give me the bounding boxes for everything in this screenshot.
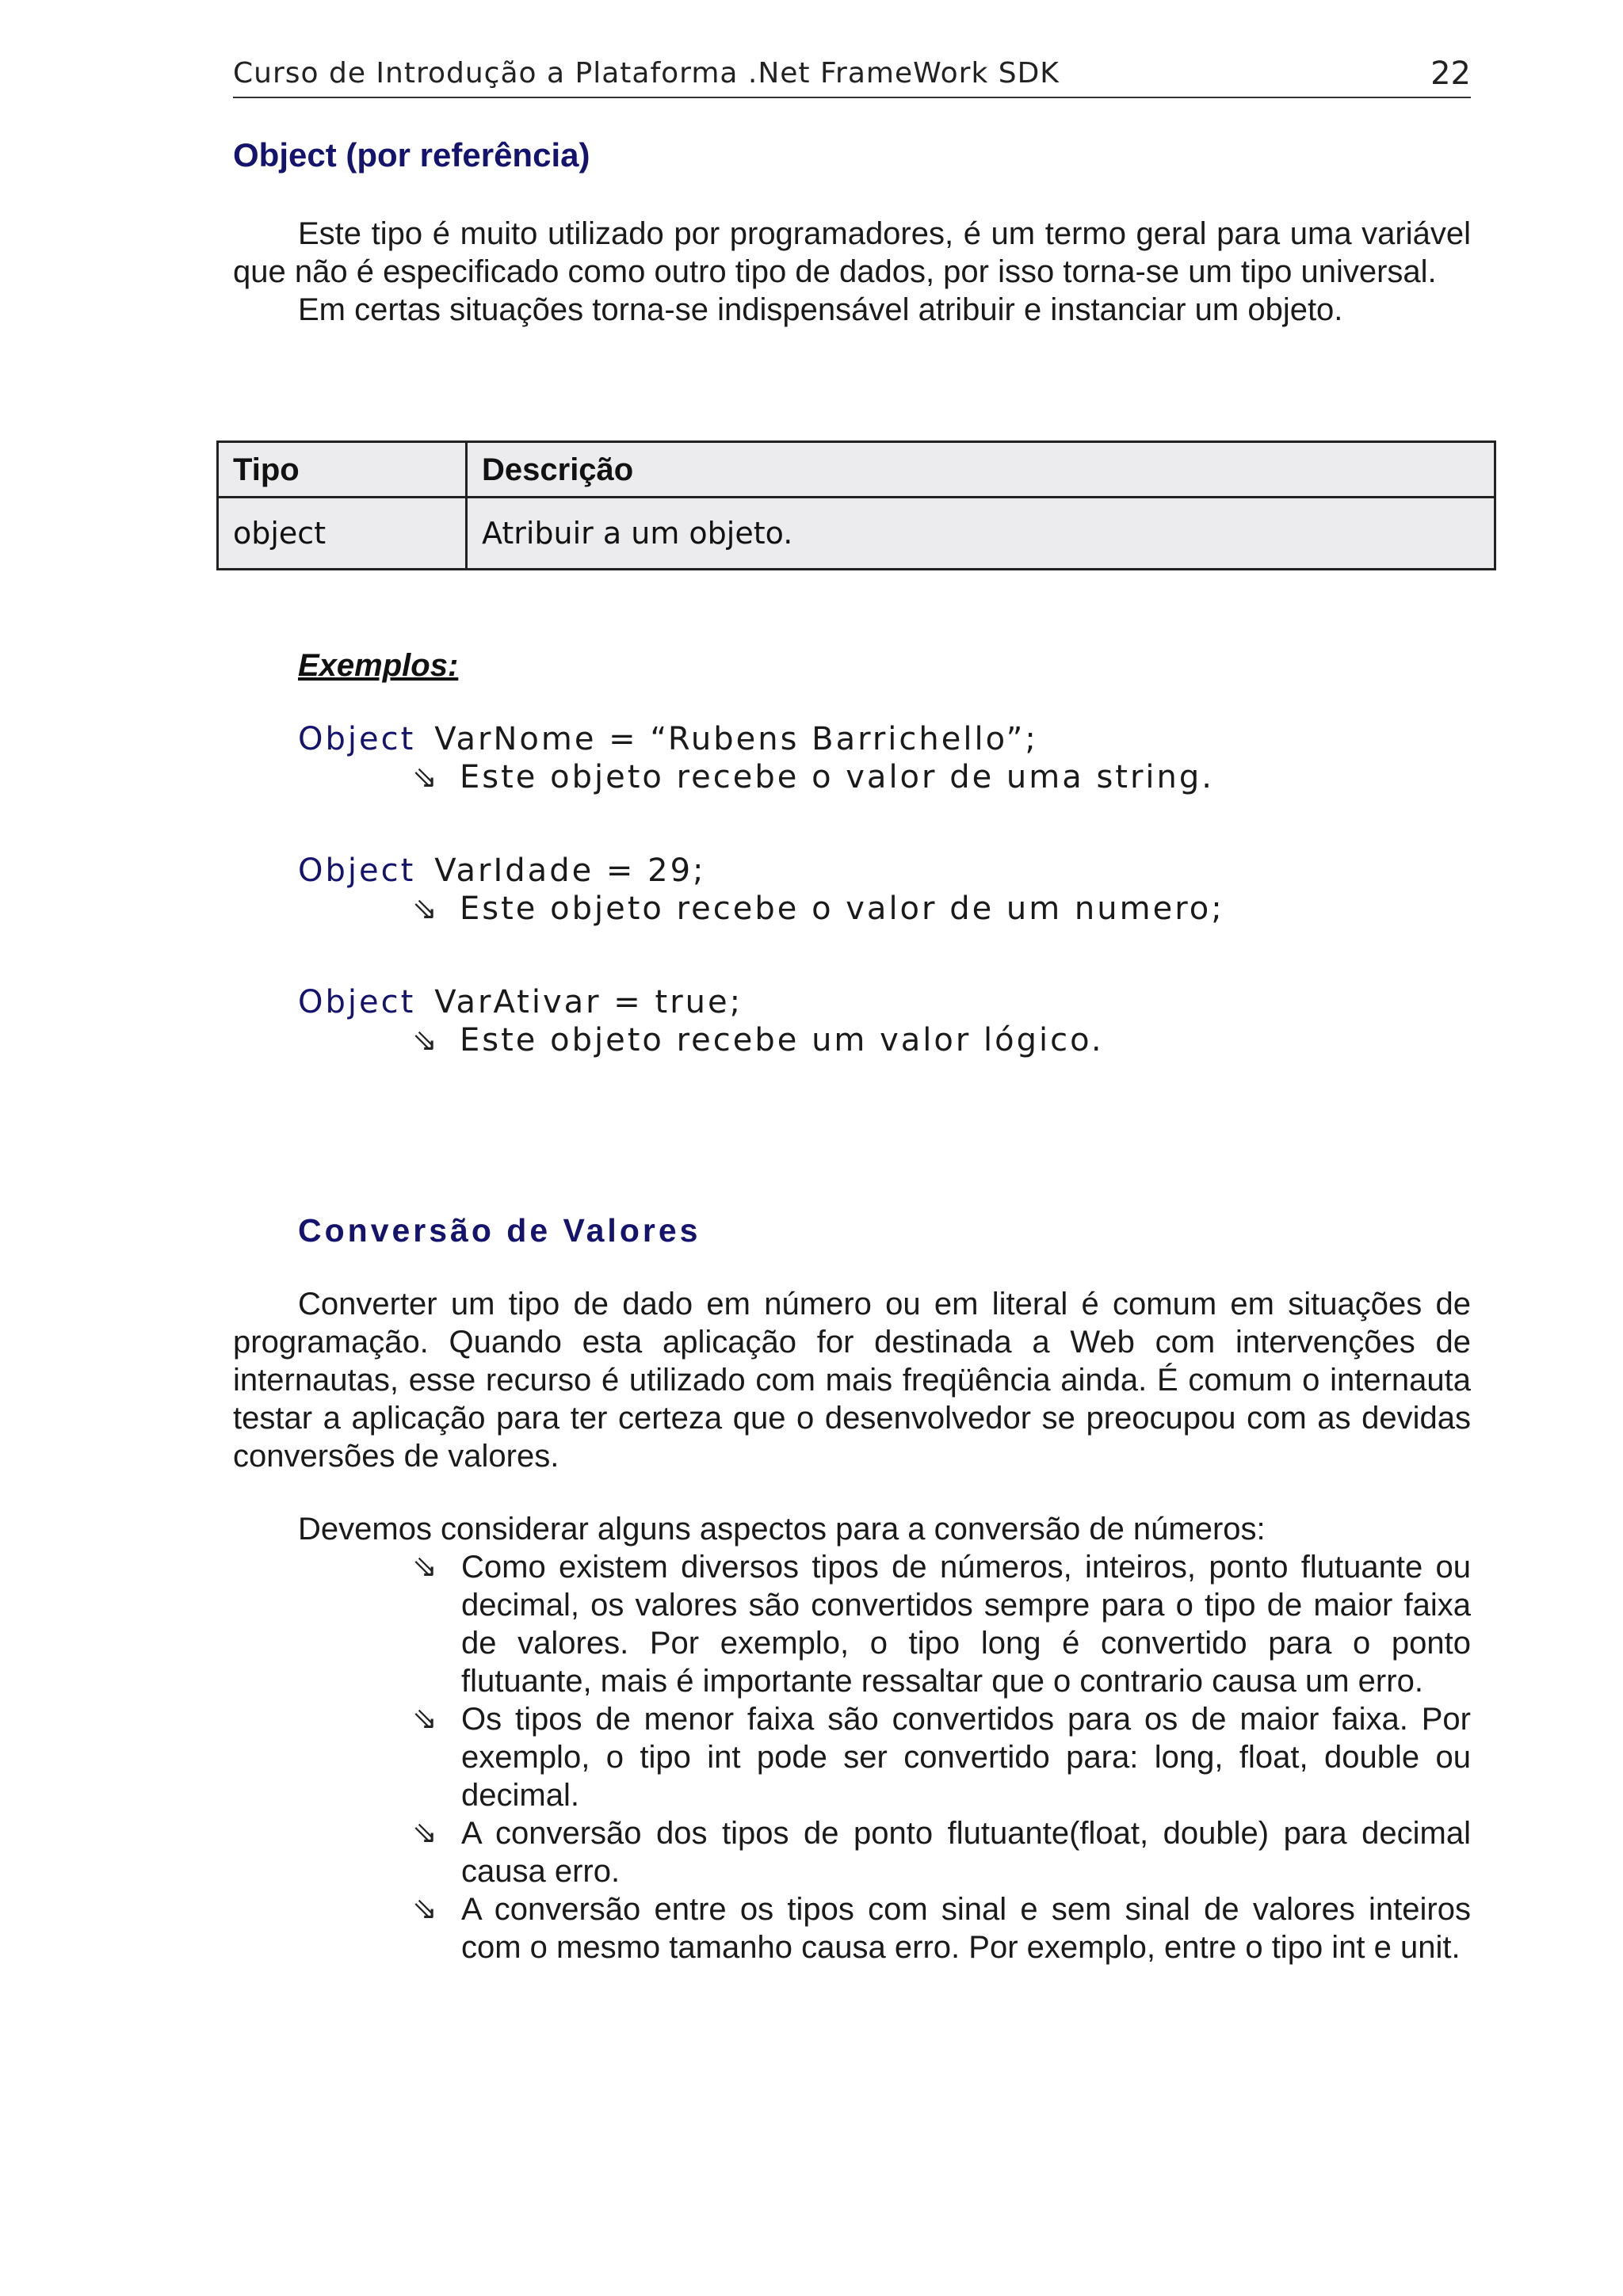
conversion-bullet-list: [412, 1548, 1471, 1966]
type-table: [216, 441, 1496, 570]
example-note-text: Este objeto recebe um valor lógico.: [460, 1022, 1104, 1058]
example-code-line: [298, 852, 706, 889]
hollow-arrow-icon: ⇘: [412, 891, 437, 926]
table-header-tipo: Tipo: [233, 452, 300, 487]
example-note: [412, 891, 1224, 927]
list-item-text: Como existem diversos tipos de números, inteiros, ponto flutuante ou decimal, os valores são convertidos sempre para o tipo de maior faixa de valores. Por exemplo, o tipo long é convertido para o ponto flutuante, mais é importante ressaltar que o contrario causa um erro.: [461, 1550, 1471, 1699]
table-header-descricao: Descrição: [482, 452, 634, 487]
conversion-paragraph-1: Converter um tipo de dado em número ou em literal é comum em situações de programação. Quando esta aplicação for destinada a Web com intervenções de internautas, esse recurso é utilizado com mais freqüência ainda. É comum o internauta testar a aplicação para ter certeza que o desenvolvedor se preocupou com as devidas conversões de valores.: [233, 1287, 1471, 1474]
conversion-intro: [233, 1510, 1471, 1548]
code-statement: VarNome = “Rubens Barrichello”;: [434, 721, 1038, 757]
code-statement: VarAtivar = true;: [434, 984, 743, 1020]
example-note: [412, 759, 1214, 795]
page-number: 22: [1430, 55, 1471, 92]
hollow-arrow-icon: ⇘: [412, 1550, 437, 1584]
code-keyword: Object: [298, 984, 416, 1020]
object-paragraph-1: Este tipo é muito utilizado por programadores, é um termo geral para uma variável que não é especificado como outro tipo de dados, por isso torna-se um tipo universal.: [233, 216, 1471, 289]
list-item: [412, 1814, 1471, 1890]
code-keyword: Object: [298, 721, 416, 757]
conversion-paragraph-2: Devemos considerar alguns aspectos para a conversão de números:: [298, 1512, 1266, 1547]
list-item: [412, 1548, 1471, 1700]
table-column-divider: [465, 443, 468, 568]
table-cell-description: Atribuir a um objeto.: [482, 516, 793, 551]
code-keyword: Object: [298, 852, 416, 889]
header-title: Curso de Introdução a Plataforma .Net FrameWork SDK: [233, 57, 1060, 90]
example-code-line: [298, 984, 743, 1020]
section-heading-conversion: Conversão de Valores: [298, 1212, 701, 1249]
example-note-text: Este objeto recebe o valor de uma string.: [460, 759, 1214, 795]
example-note: [412, 1022, 1104, 1058]
list-item-text: A conversão entre os tipos com sinal e sem sinal de valores inteiros com o mesmo tamanho causa erro. Por exemplo, entre o tipo int e unit.: [461, 1892, 1471, 1965]
code-statement: VarIdade = 29;: [434, 852, 706, 889]
section-heading-object: Object (por referência): [233, 136, 590, 174]
hollow-arrow-icon: ⇘: [412, 1817, 437, 1850]
example-note-text: Este objeto recebe o valor de um numero;: [460, 891, 1224, 927]
hollow-arrow-icon: ⇘: [412, 1893, 437, 1926]
object-description: [233, 215, 1471, 329]
example-code-line: [298, 721, 1038, 757]
examples-label: Exemplos:: [298, 648, 459, 683]
table-cell-type: object: [233, 516, 327, 551]
object-paragraph-2: Em certas situações torna-se indispensável atribuir e instanciar um objeto.: [298, 292, 1343, 327]
list-item-text: Os tipos de menor faixa são convertidos para os de maior faixa. Por exemplo, o tipo int pode ser convertido para: long, float, double ou decimal.: [461, 1702, 1471, 1813]
list-item: [412, 1890, 1471, 1966]
hollow-arrow-icon: ⇘: [412, 760, 437, 795]
hollow-arrow-icon: ⇘: [412, 1703, 437, 1736]
conversion-description: [233, 1285, 1471, 1475]
hollow-arrow-icon: ⇘: [412, 1023, 437, 1058]
table-row-divider: [219, 496, 1494, 498]
list-item: [412, 1700, 1471, 1814]
page-header: [233, 55, 1471, 98]
list-item-text: A conversão dos tipos de ponto flutuante(float, double) para decimal causa erro.: [461, 1816, 1471, 1889]
